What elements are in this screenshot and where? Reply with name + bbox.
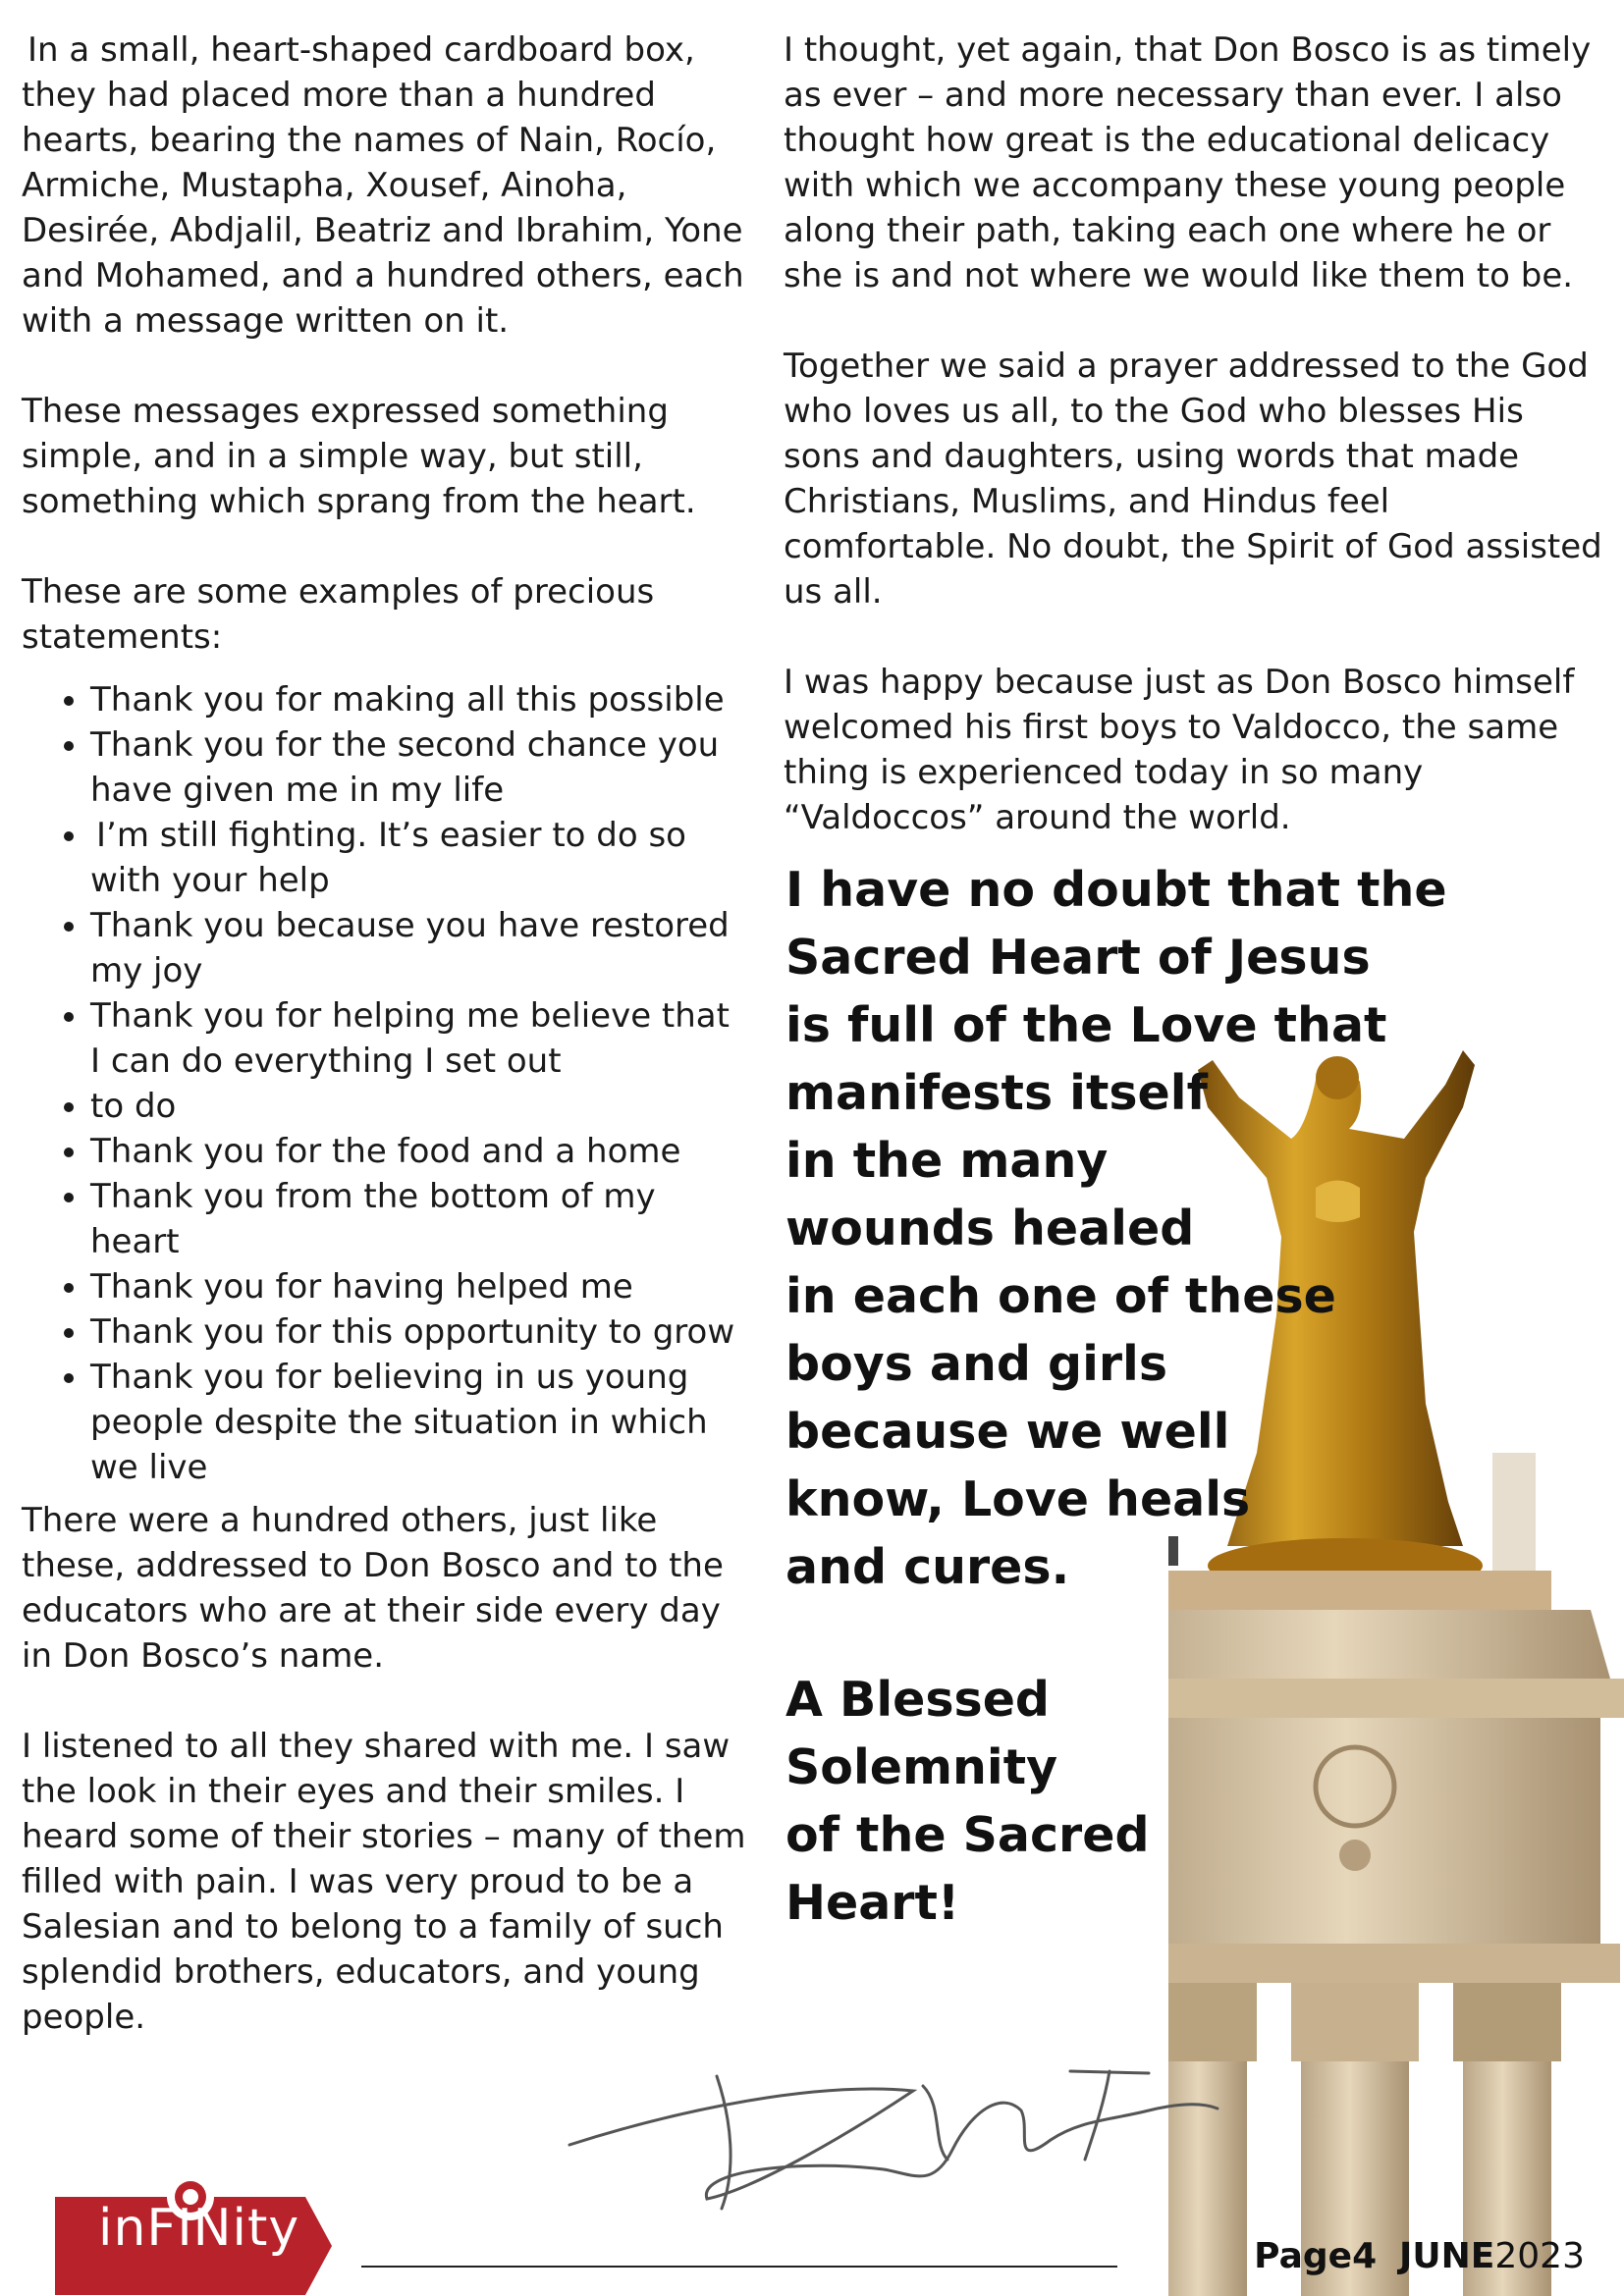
quote-line: wounds healed [785,1201,1195,1256]
sacred-heart-quote [785,856,1447,1601]
quote-line: because we well [785,1404,1230,1460]
quote-line: know, Love heals [785,1471,1251,1527]
prayer-paragraph: Together we said a prayer addressed to the God who loves us all, to the God who blesses His sons and daughters, using words that made Christians, Muslims, and Hindus feel comfortable. No doubt, the Spirit of God assisted us all. [784,347,1602,612]
examples-intro: These are some examples of precious statements: [22,572,655,657]
issue-year: 2023 [1494,2236,1585,2276]
logo-wordmark: inFINity [98,2199,300,2258]
handwritten-signature [560,2052,1227,2218]
statements-list [22,677,748,1490]
intro-paragraph: In a small, heart-shaped cardboard box, they had placed more than a hundred hearts, bearing the names of Nain, Rocío, Armiche, Mustapha, Xousef, Ainoha, Desirée, Abdjalil, Beatriz and Ibrahim, Yone and Mohamed, and a hundred others, each with a message written on it. [22,30,744,341]
page-number: Page4 [1254,2236,1378,2276]
list-item: • to do [90,1084,748,1129]
list-item: • Thank you for believing in us young people despite the situation in which we live [90,1355,748,1490]
list-item: • Thank you for having helped me [90,1264,748,1309]
hundred-others-paragraph: There were a hundred others, just like these, addressed to Don Bosco and to the educators who are at their side every day in Don Bosco’s name. [22,1501,724,1676]
timely-paragraph: I thought, yet again, that Don Bosco is as timely as ever – and more necessary than ever. I also thought how great is the educational delicacy with which we accompany these young people along their path, taking each one where he or she is and not where we would like them to be. [784,30,1592,295]
list-item: • Thank you from the bottom of my heart [90,1174,748,1264]
blessing-heading [785,1666,1218,1937]
blessing-line: Heart! [785,1875,960,1931]
list-item: • Thank you for helping me believe that I can do everything I set out [90,993,748,1084]
valdocco-paragraph: I was happy because just as Don Bosco himself welcomed his first boys to Valdocco, the same thing is experienced today in so many “Valdoccos” around the world. [784,663,1575,837]
infinity-logo [55,2169,340,2296]
blessing-line: Solemnity [785,1739,1058,1795]
right-column [784,27,1608,885]
quote-line: is full of the Love that [785,997,1387,1053]
listened-paragraph: I listened to all they shared with me. I saw the look in their eyes and their smiles. I heard some of their stories – many of them filled with pain. I was very proud to be a Salesian and to belong to a family of such splendid brothers, educators, and young people. [22,1727,746,2037]
quote-line: in each one of these [785,1268,1336,1324]
quote-line: I have no doubt that the [785,862,1447,918]
quote-line: boys and girls [785,1336,1167,1392]
list-item: • Thank you for this opportunity to grow [90,1309,748,1355]
page-footer [1254,2236,1585,2276]
quote-line: in the many [785,1133,1109,1189]
list-item: • Thank you for the second chance you have given me in my life [90,722,748,813]
left-column [22,27,748,2085]
list-item: • Thank you because you have restored my joy [90,903,748,993]
list-item: • Thank you for the food and a home [90,1129,748,1174]
quote-line: manifests itself [785,1065,1208,1121]
blessing-line: of the Sacred [785,1807,1150,1863]
blessing-line: A Blessed [785,1672,1050,1728]
messages-paragraph: These messages expressed something simple, and in a simple way, but still, something which sprang from the heart. [22,392,696,521]
quote-line: Sacred Heart of Jesus [785,930,1371,986]
list-item: • I’m still fighting. It’s easier to do so with your help [90,813,748,903]
list-item: • Thank you for making all this possible [90,677,748,722]
footer-divider [361,2266,1117,2268]
quote-line: and cures. [785,1539,1070,1595]
issue-month: JUNE [1399,2236,1495,2276]
